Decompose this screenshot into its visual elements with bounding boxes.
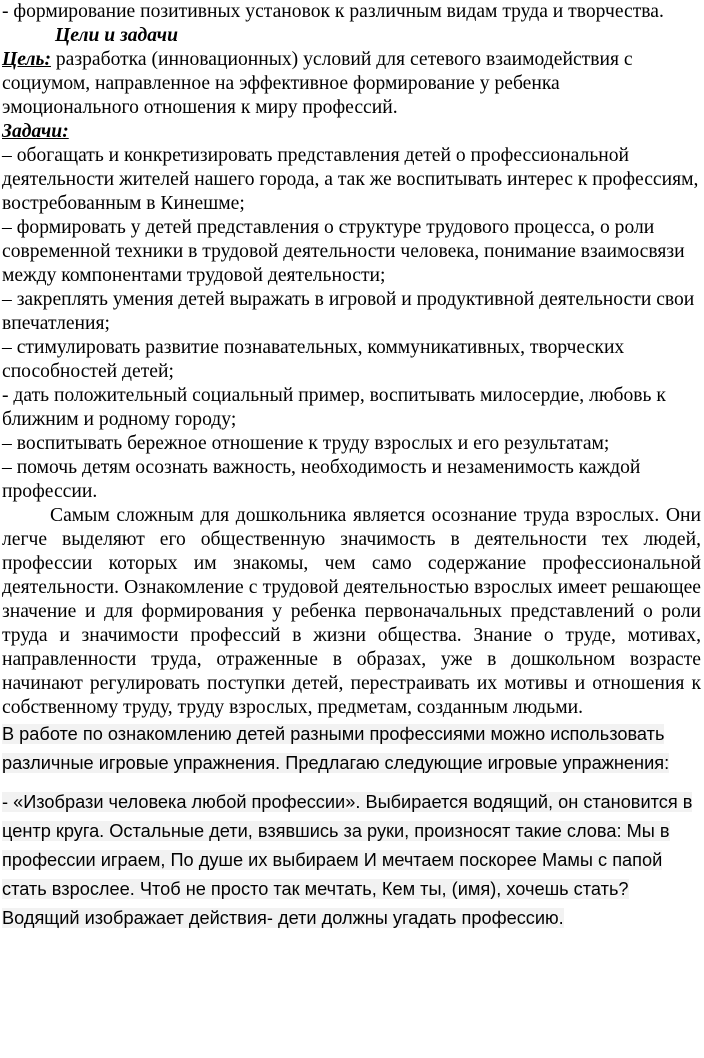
games-intro-text: В работе по ознакомлению детей разными профессиями можно использовать различные игровые упражнения. Предлагаю следующие игровые упражнения:: [2, 724, 670, 773]
goal-label: Цель:: [2, 49, 51, 70]
main-paragraph: Самым сложным для дошкольника является осознание труда взрослых. Они легче выделяют его общественную значимость в деятельности тех людей, профессии которых им знакомы, чем само содержание профессиональной деятельности. Ознакомление с трудовой деятельностью взрослых имеет решающее значение и для формирования у ребенка первоначальных представлений о роли труда и значимости профессий в жизни общества. Знание о труде, мотивах, направленности труда, отраженные в образах, уже в дошкольном возрасте начинают регулировать поступки детей, перестраивать их мотивы и отношения к собственному труду, труду взрослых, предметам, созданным людьми.: [2, 505, 701, 718]
task-item: – помочь детям осознать важность, необходимость и незаменимость каждой профессии.: [2, 457, 641, 502]
intro-line: - формирование позитивных установок к различным видам труда и творчества.: [2, 1, 664, 22]
task-item: - дать положительный социальный пример, воспитывать милосердие, любовь к ближним и родному городу;: [2, 385, 666, 430]
goal-text: разработка (инновационных) условий для сетевого взаимодействия с социумом, направленное на эффективное формирование у ребенка эмоционального отношения к миру профессий.: [2, 49, 633, 118]
goal-paragraph: [0, 48, 704, 120]
task-item: – воспитывать бережное отношение к труду взрослых и его результатам;: [2, 433, 610, 454]
task-item: – обогащать и конкретизировать представления детей о профессиональной деятельности жителей нашего города, а так же воспитывать интерес к профессиям, востребованным в Кинешме;: [2, 145, 699, 214]
tasks-label-line: [0, 120, 704, 144]
games-intro-paragraph: [0, 720, 704, 778]
task-item: – формировать у детей представления о структуре трудового процесса, о роли современной техники в трудовой деятельности человека, понимание взаимосвязи между компонентами трудовой деятельности;: [2, 217, 685, 286]
paragraph-gap: [0, 778, 704, 788]
task-item: – стимулировать развитие познавательных, коммуникативных, творческих способностей детей;: [2, 337, 625, 382]
game-description-text: - «Изобрази человека любой профессии». Выбирается водящий, он становится в центр круга. Остальные дети, взявшись за руки, произносят такие слова: Мы в профессии играем, По душе их выбираем И мечтаем поскорее Мамы с папой стать взрослее. Чтоб не просто так мечтать, Кем ты, (имя), хочешь стать? Водящий изображает действия- дети должны угадать профессию.: [2, 792, 693, 928]
section-heading: Цели и задачи: [55, 25, 178, 46]
game-description-paragraph: [0, 788, 704, 933]
task-item: – закреплять умения детей выражать в игровой и продуктивной деятельности свои впечатления;: [2, 289, 695, 334]
games-section: [0, 720, 704, 933]
tasks-label: Задачи:: [2, 121, 69, 142]
